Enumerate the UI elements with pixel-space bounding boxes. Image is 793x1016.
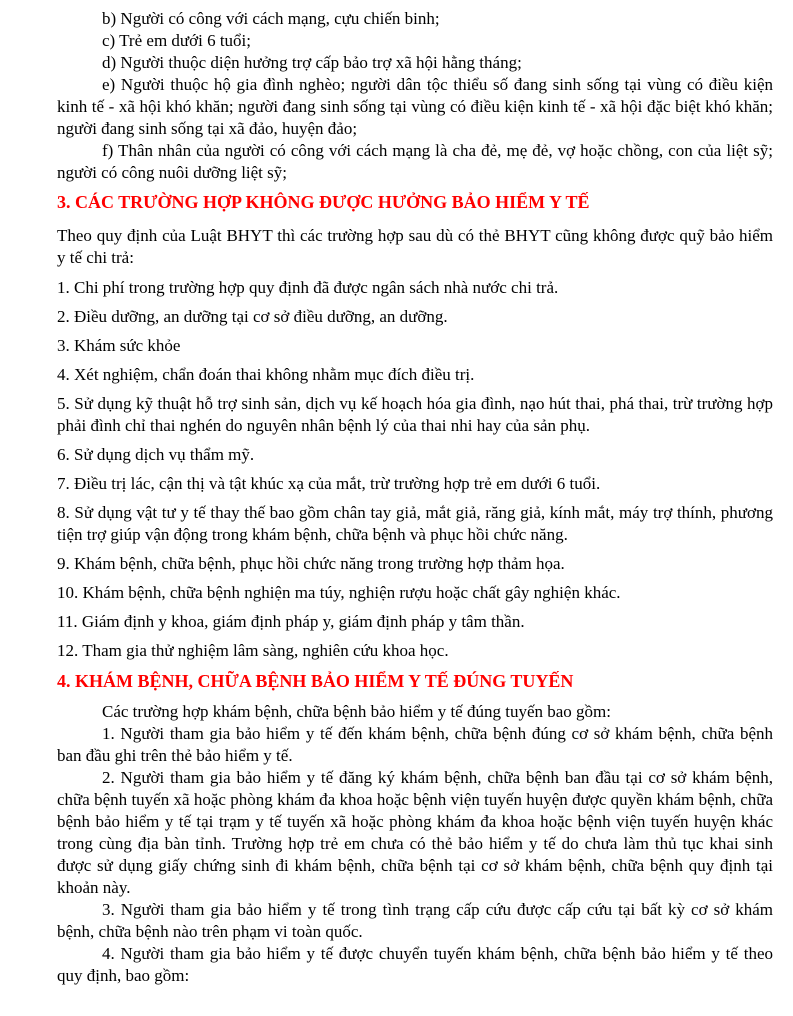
section3-item-8: 8. Sử dụng vật tư y tế thay thế bao gồm chân tay giả, mắt giả, răng giả, kính mắt, máy trợ thính, phương tiện trợ giúp vận động trong khám bệnh, chữa bệnh và phục hồi chức năng. xyxy=(57,503,773,544)
section3-item-4: 4. Xét nghiệm, chẩn đoán thai không nhằm mục đích điều trị. xyxy=(57,365,475,384)
section3-item-6: 6. Sử dụng dịch vụ thẩm mỹ. xyxy=(57,445,255,464)
beneficiary-item-b: b) Người có công với cách mạng, cựu chiến binh; xyxy=(102,9,440,28)
beneficiary-item-e: e) Người thuộc hộ gia đình nghèo; người dân tộc thiểu số đang sinh sống tại vùng có điều kiện kinh tế - xã hội khó khăn; người đang sinh sống tại vùng có điều kiện kinh tế - xã hội đặc biệt khó khăn; người đang sinh sống tại xã đảo, huyện đảo; xyxy=(57,75,773,138)
section4-intro: Các trường hợp khám bệnh, chữa bệnh bảo hiểm y tế đúng tuyến bao gồm: xyxy=(102,702,611,721)
section3-item-9: 9. Khám bệnh, chữa bệnh, phục hồi chức năng trong trường hợp thảm họa. xyxy=(57,554,565,573)
beneficiary-item-d: d) Người thuộc diện hưởng trợ cấp bảo trợ xã hội hằng tháng; xyxy=(102,53,522,72)
section3-item-3: 3. Khám sức khỏe xyxy=(57,336,181,355)
section4-paragraph-2: 2. Người tham gia bảo hiểm y tế đăng ký khám bệnh, chữa bệnh ban đầu tại cơ sở khám bệnh, chữa bệnh tuyến xã hoặc phòng khám đa khoa hoặc bệnh viện tuyến huyện được quyền khám bệnh, chữa bệnh bảo hiểm y tế tại trạm y tế tuyến xã hoặc phòng khám đa khoa hoặc bệnh viện tuyến huyện khác trong cùng địa bàn tỉnh. Trường hợp trẻ em chưa có thẻ bảo hiểm y tế do chưa làm thủ tục khai sinh được sử dụng giấy chứng sinh đi khám bệnh, chữa bệnh tại cơ sở khám bệnh, chữa bệnh quy định tại khoản này. xyxy=(57,768,773,897)
section4-heading: 4. KHÁM BỆNH, CHỮA BỆNH BẢO HIỂM Y TẾ ĐÚNG TUYẾN xyxy=(57,671,574,691)
section3-item-11: 11. Giám định y khoa, giám định pháp y, giám định pháp y tâm thần. xyxy=(57,612,525,631)
section3-item-2: 2. Điều dưỡng, an dưỡng tại cơ sở điều dưỡng, an dưỡng. xyxy=(57,307,448,326)
section3-intro: Theo quy định của Luật BHYT thì các trường hợp sau dù có thẻ BHYT cũng không được quỹ bảo hiểm y tế chi trả: xyxy=(57,226,773,267)
section3-item-10: 10. Khám bệnh, chữa bệnh nghiện ma túy, nghiện rượu hoặc chất gây nghiện khác. xyxy=(57,583,621,602)
beneficiary-item-f: f) Thân nhân của người có công với cách mạng là cha đẻ, mẹ đẻ, vợ hoặc chồng, con của liệt sỹ; người có công nuôi dưỡng liệt sỹ; xyxy=(57,141,773,182)
section3-item-12: 12. Tham gia thử nghiệm lâm sàng, nghiên cứu khoa học. xyxy=(57,641,449,660)
section3-heading: 3. CÁC TRƯỜNG HỢP KHÔNG ĐƯỢC HƯỞNG BẢO HIỂM Y TẾ xyxy=(57,192,590,212)
section4-paragraph-3: 3. Người tham gia bảo hiểm y tế trong tình trạng cấp cứu được cấp cứu tại bất kỳ cơ sở khám bệnh, chữa bệnh nào trên phạm vi toàn quốc. xyxy=(57,900,773,941)
section3-list xyxy=(57,277,773,662)
section3-item-5: 5. Sử dụng kỹ thuật hỗ trợ sinh sản, dịch vụ kế hoạch hóa gia đình, nạo hút thai, phá thai, trừ trường hợp phải đình chỉ thai nghén do nguyên nhân bệnh lý của thai nhi hay của sản phụ. xyxy=(57,394,773,435)
section4-paragraph-1: 1. Người tham gia bảo hiểm y tế đến khám bệnh, chữa bệnh đúng cơ sở khám bệnh, chữa bệnh ban đầu ghi trên thẻ bảo hiểm y tế. xyxy=(57,724,773,765)
section4-paragraph-4: 4. Người tham gia bảo hiểm y tế được chuyển tuyến khám bệnh, chữa bệnh bảo hiểm y tế theo quy định, bao gồm: xyxy=(57,944,773,985)
section3-item-7: 7. Điều trị lác, cận thị và tật khúc xạ của mắt, trừ trường hợp trẻ em dưới 6 tuổi. xyxy=(57,474,601,493)
section3-item-1: 1. Chi phí trong trường hợp quy định đã được ngân sách nhà nước chi trả. xyxy=(57,278,559,297)
beneficiary-item-c: c) Trẻ em dưới 6 tuổi; xyxy=(102,31,252,50)
